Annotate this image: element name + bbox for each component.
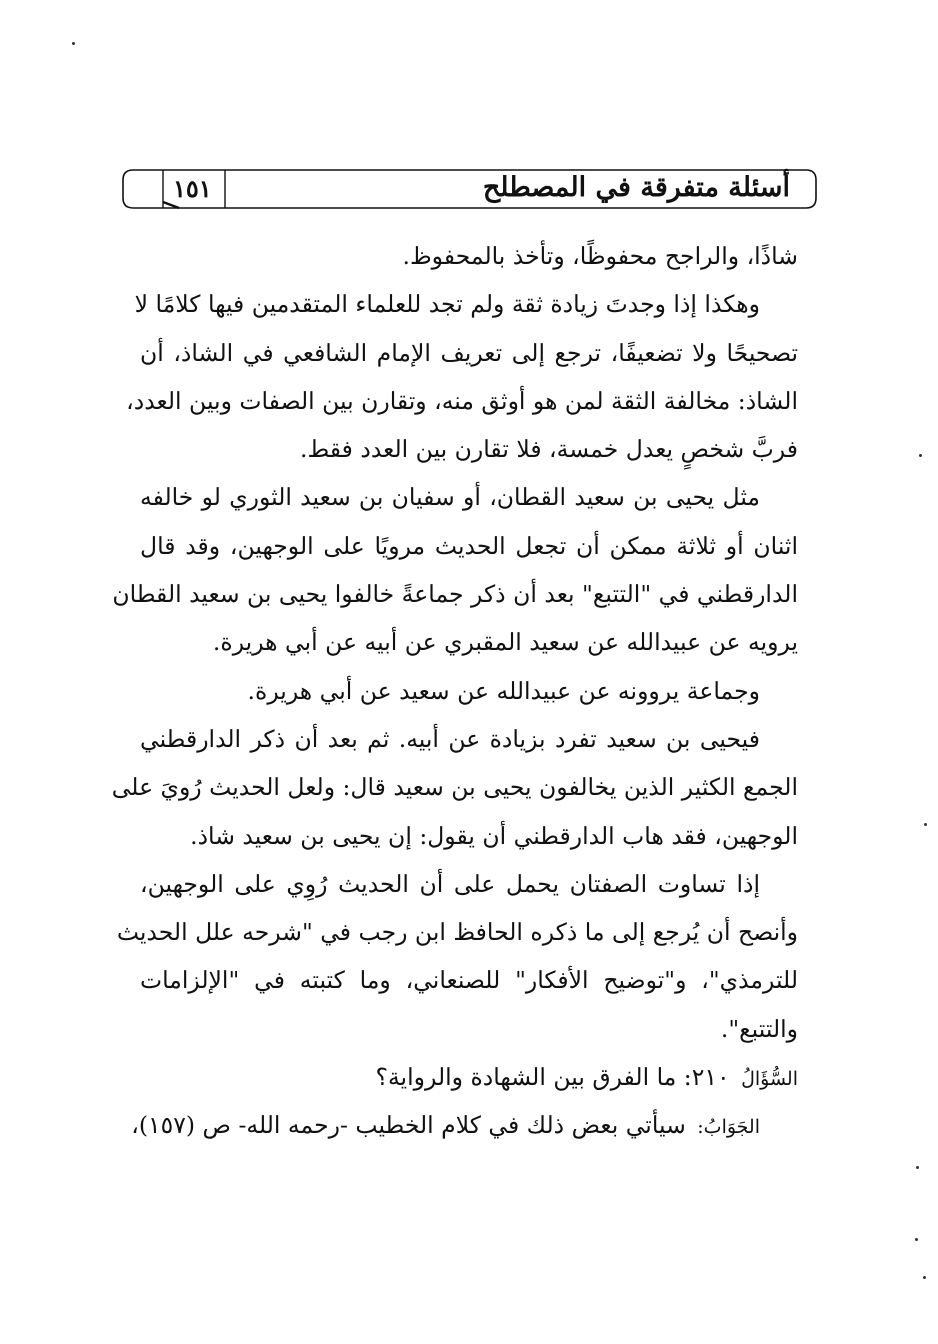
text-line: وهكذا إذا وجدتَ زيادة ثقة ولم تجد للعلماء المتقدمين فيها كلامًا لا [134, 290, 760, 319]
text-line: فربَّ شخصٍ يعدل خمسة، فلا تقارن بين العدد فقط. [300, 435, 798, 464]
text-line: شاذًا، والراجح محفوظًا، وتأخذ بالمحفوظ. [402, 242, 798, 270]
text-line: اثنان أو ثلاثة ممكن أن تجعل الحديث مرويًا على الوجهين، وقد قال [140, 531, 798, 560]
paragraph-5 [111, 715, 798, 860]
paragraph-3 [112, 473, 798, 666]
text-line: مثل يحيى بن سعيد القطان، أو سفيان بن سعيد الثوري لو خالفه [140, 483, 760, 512]
text-line: للترمذي"، و"توضيح الأفكار" للصنعاني، وما كتبته في "الإلزامات [140, 966, 798, 995]
paragraph-6 [116, 860, 798, 1053]
text-line: تصحيحًا ولا تضعيفًا، ترجع إلى تعريف الإمام الشافعي في الشاذ، أن [140, 338, 798, 367]
paragraph-1 [140, 232, 798, 280]
text-line: يرويه عن عبيدالله عن سعيد المقبري عن أبيه عن أبي هريرة. [212, 628, 798, 657]
margin-speck [923, 1276, 926, 1279]
answer-line [131, 1101, 798, 1149]
body-text [111, 232, 798, 1150]
question-line [140, 1053, 798, 1101]
text-line: الوجهين، فقد هاب الدارقطني أن يقول: إن يحيى بن سعيد شاذ. [190, 821, 798, 850]
text-line: الدارقطني في "التتبع" بعد أن ذكر جماعةً خالفوا يحيى بن سعيد القطان [112, 580, 798, 609]
margin-speck [916, 1166, 919, 1169]
running-header [121, 168, 818, 210]
answer-text: سيأتي بعض ذلك في كلام الخطيب -رحمه الله- ص (١٥٧)، [131, 1111, 686, 1140]
question-label: السُّؤَالُ [741, 1068, 798, 1091]
page-number: ١٥١ [173, 174, 212, 203]
header-title: أسئلة متفرقة في المصطلح [482, 172, 790, 203]
text-line: الجمع الكثير الذين يخالفون يحيى بن سعيد قال: ولعل الحديث رُويَ على [111, 773, 798, 802]
margin-speck [919, 454, 922, 457]
margin-speck [924, 823, 927, 826]
margin-speck [72, 42, 75, 45]
paragraph-2 [126, 280, 798, 473]
margin-speck [915, 1238, 918, 1241]
answer-label: الجَوَابُ: [697, 1116, 760, 1139]
text-line: إذا تساوت الصفتان يحمل على أن الحديث رُوِي على الوجهين، [140, 869, 760, 898]
paragraph-4 [140, 667, 798, 715]
text-line: الشاذ: مخالفة الثقة لمن هو أوثق منه، وتقارن بين الصفات وبين العدد، [126, 386, 798, 415]
text-line: وأنصح أن يُرجع إلى ما ذكره الحافظ ابن رجب في "شرحه علل الحديث [116, 918, 798, 947]
text-line: والتتبع". [720, 1014, 798, 1043]
text-line: وجماعة يروونه عن عبيدالله عن سعيد عن أبي هريرة. [247, 676, 760, 705]
question-text: ٢١٠: ما الفرق بين الشهادة والرواية؟ [375, 1063, 730, 1092]
text-line: فيحيى بن سعيد تفرد بزيادة عن أبيه. ثم بعد أن ذكر الدارقطني [140, 724, 760, 753]
